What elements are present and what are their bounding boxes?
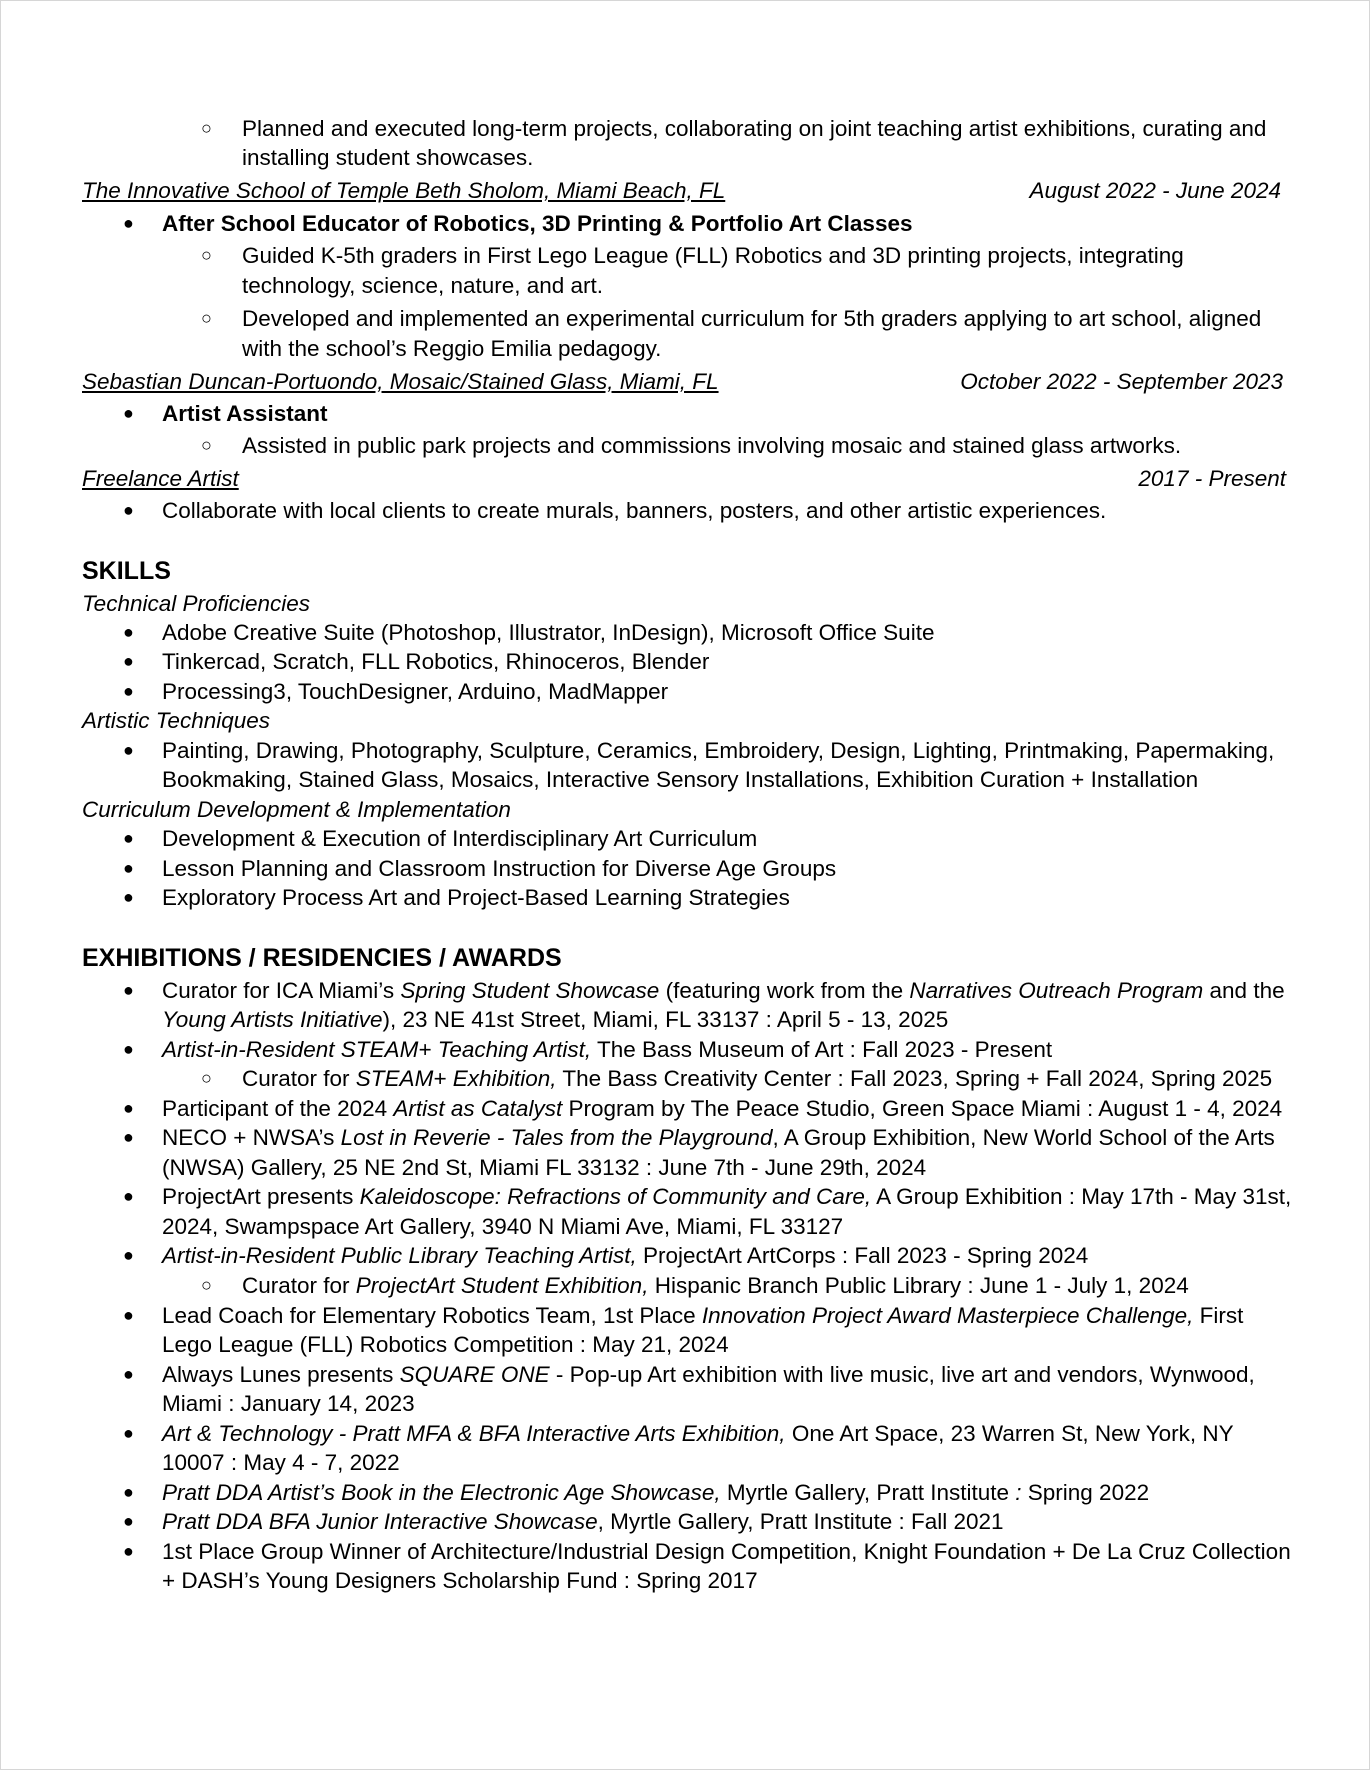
list-item: Lead Coach for Elementary Robotics Team, 1st Place Innovation Project Award Masterpiece Challenge, First [162,1303,1244,1328]
list-item: Tinkercad, Scratch, FLL Robotics, Rhinoceros, Blender [162,649,710,674]
list-item: Curator for ICA Miami’s Spring Student Showcase (featuring work from the Narratives Outreach Program and the [162,978,1285,1003]
bullet-icon: ● [123,887,134,907]
list-item: Curator for ProjectArt Student Exhibition, Hispanic Branch Public Library : June 1 - July 1, 2024 [242,1273,1189,1298]
bullet-icon: ● [123,651,134,671]
list-item: Participant of the 2024 Artist as Catalyst Program by The Peace Studio, Green Space Miami : August 1 - 4, 2024 [162,1096,1283,1121]
list-item: Lego League (FLL) Robotics Competition : May 21, 2024 [162,1332,729,1357]
sub-bullet-icon: ○ [201,118,212,138]
bullet-icon: ● [123,681,134,701]
job-organization: Freelance Artist [82,466,239,491]
subsection-heading: Curriculum Development & Implementation [82,797,511,822]
list-item: Artist-in-Resident Public Library Teaching Artist, ProjectArt ArtCorps : Fall 2023 - Spring 2024 [162,1243,1089,1268]
bullet-icon: ● [123,1305,134,1325]
job-title: Artist Assistant [162,401,328,426]
job-dates: 2017 - Present [1138,466,1286,491]
bullet-icon: ● [123,1541,134,1561]
sub-bullet-icon: ○ [201,1275,212,1295]
list-item: Pratt DDA BFA Junior Interactive Showcase, Myrtle Gallery, Pratt Institute : Fall 2021 [162,1509,1004,1534]
list-item: Pratt DDA Artist’s Book in the Electronic Age Showcase, Myrtle Gallery, Pratt Institute : Spring 2022 [162,1480,1150,1505]
bullet-icon: ● [123,622,134,642]
bullet-icon: ● [123,1245,134,1265]
list-item: installing student showcases. [242,145,534,170]
bullet-icon: ● [123,858,134,878]
list-item: Development & Execution of Interdisciplinary Art Curriculum [162,826,758,851]
list-item: Always Lunes presents SQUARE ONE - Pop-up Art exhibition with live music, live art and vendors, Wynwood, [162,1362,1255,1387]
list-item: Painting, Drawing, Photography, Sculpture, Ceramics, Embroidery, Design, Lighting, Printmaking, Papermaking, [162,738,1275,763]
job-title: After School Educator of Robotics, 3D Printing & Portfolio Art Classes [162,211,913,236]
list-item: Planned and executed long-term projects, collaborating on joint teaching artist exhibitions, curating and [242,116,1267,141]
job-organization: The Innovative School of Temple Beth Sholom, Miami Beach, FL [82,178,726,203]
list-item: Processing3, TouchDesigner, Arduino, MadMapper [162,679,669,704]
list-item: Curator for STEAM+ Exhibition, The Bass Creativity Center : Fall 2023, Spring + Fall 2024, Spring 2025 [242,1066,1273,1091]
bullet-icon: ● [123,740,134,760]
list-item: Guided K-5th graders in First Lego League (FLL) Robotics and 3D printing projects, integrating [242,243,1184,268]
list-item: NECO + NWSA’s Lost in Reverie - Tales from the Playground, A Group Exhibition, New World School of the Arts [162,1125,1275,1150]
bullet-icon: ● [123,213,134,233]
list-item: Assisted in public park projects and commissions involving mosaic and stained glass artworks. [242,433,1182,458]
section-heading-exhibitions: EXHIBITIONS / RESIDENCIES / AWARDS [82,944,562,972]
sub-bullet-icon: ○ [201,308,212,328]
list-item: 10007 : May 4 - 7, 2022 [162,1450,400,1475]
bullet-icon: ● [123,500,134,520]
bullet-icon: ● [123,1511,134,1531]
bullet-icon: ● [123,828,134,848]
list-item: 1st Place Group Winner of Architecture/Industrial Design Competition, Knight Foundation + De La Cruz Collection [162,1539,1291,1564]
list-item: Bookmaking, Stained Glass, Mosaics, Interactive Sensory Installations, Exhibition Curation + Installation [162,767,1199,792]
list-item: technology, science, nature, and art. [242,273,604,298]
bullet-icon: ● [123,1423,134,1443]
bullet-icon: ● [123,1127,134,1147]
list-item: (NWSA) Gallery, 25 NE 2nd St, Miami FL 33132 : June 7th - June 29th, 2024 [162,1155,927,1180]
job-dates: August 2022 - June 2024 [1029,178,1281,203]
sub-bullet-icon: ○ [201,1068,212,1088]
list-item: Adobe Creative Suite (Photoshop, Illustrator, InDesign), Microsoft Office Suite [162,620,935,645]
list-item: Art & Technology - Pratt MFA & BFA Interactive Arts Exhibition, One Art Space, 23 Warren St, New York, NY [162,1421,1234,1446]
bullet-icon: ● [123,403,134,423]
job-dates: October 2022 - September 2023 [960,369,1283,394]
list-item: Miami : January 14, 2023 [162,1391,415,1416]
list-item: 2024, Swampspace Art Gallery, 3940 N Miami Ave, Miami, FL 33127 [162,1214,844,1239]
bullet-icon: ● [123,1186,134,1206]
bullet-icon: ● [123,1482,134,1502]
sub-bullet-icon: ○ [201,245,212,265]
list-item: Lesson Planning and Classroom Instruction for Diverse Age Groups [162,856,837,881]
job-organization: Sebastian Duncan-Portuondo, Mosaic/Stained Glass, Miami, FL [82,369,719,394]
list-item: ProjectArt presents Kaleidoscope: Refractions of Community and Care, A Group Exhibition : May 17th - May 31st, [162,1184,1292,1209]
sub-bullet-icon: ○ [201,435,212,455]
list-item: Artist-in-Resident STEAM+ Teaching Artist, The Bass Museum of Art : Fall 2023 - Present [162,1037,1053,1062]
subsection-heading: Technical Proficiencies [82,591,311,616]
section-heading-skills: SKILLS [82,557,171,585]
list-item: Developed and implemented an experimental curriculum for 5th graders applying to art school, aligned [242,306,1262,331]
bullet-icon: ● [123,1039,134,1059]
list-item: Collaborate with local clients to create murals, banners, posters, and other artistic experiences. [162,498,1107,523]
list-item: + DASH’s Young Designers Scholarship Fund : Spring 2017 [162,1568,758,1593]
list-item: Exploratory Process Art and Project-Based Learning Strategies [162,885,790,910]
bullet-icon: ● [123,1364,134,1384]
bullet-icon: ● [123,1098,134,1118]
list-item: Young Artists Initiative), 23 NE 41st Street, Miami, FL 33137 : April 5 - 13, 2025 [162,1007,949,1032]
bullet-icon: ● [123,980,134,1000]
subsection-heading: Artistic Techniques [82,708,271,733]
list-item: with the school’s Reggio Emilia pedagogy. [242,336,662,361]
